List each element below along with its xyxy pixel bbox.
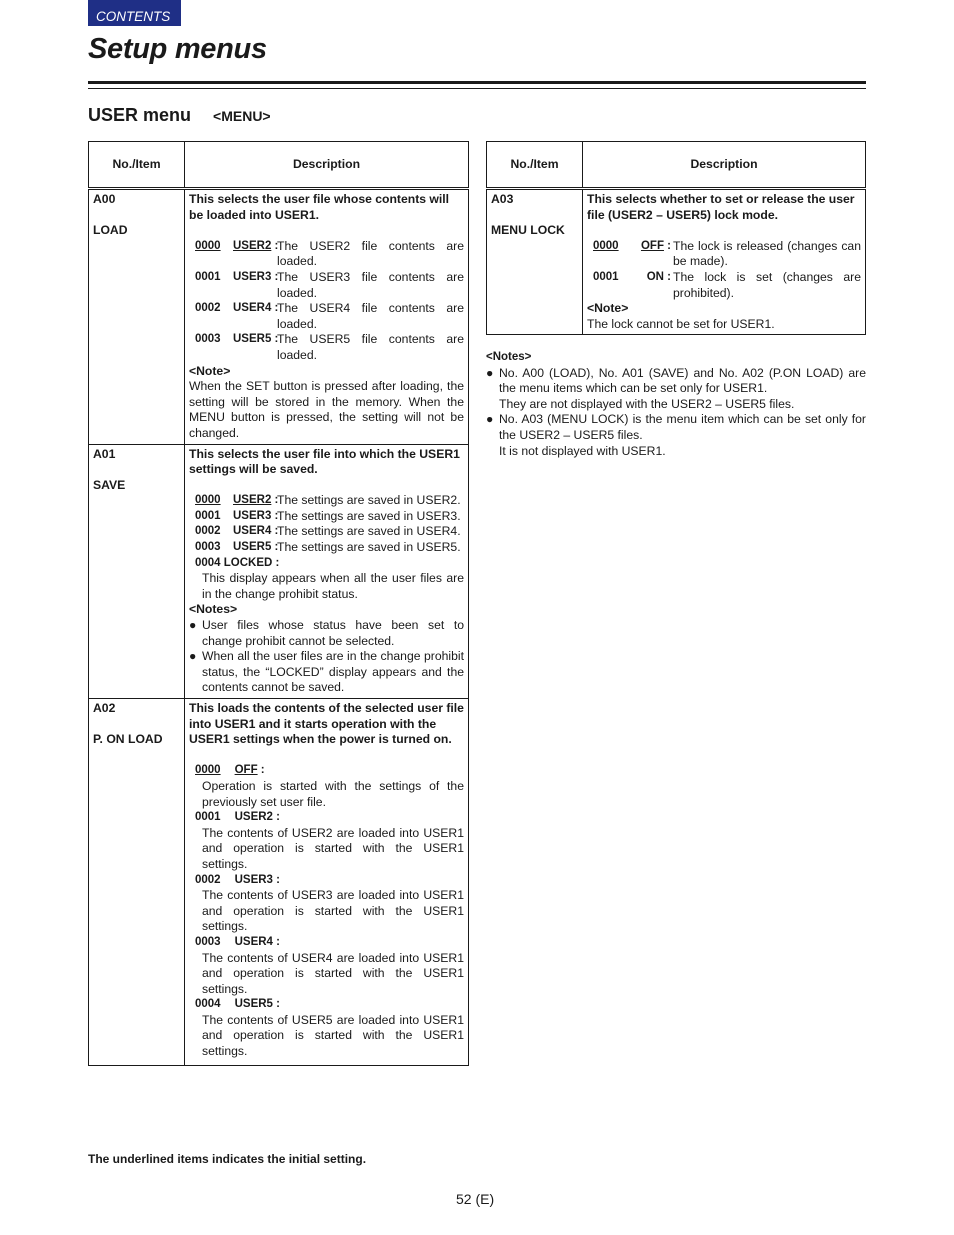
option-text: The contents of USER5 are loaded into USER1 and operation is started with the USER1 settings. [202, 1012, 464, 1059]
option-text: The lock is released (changes can be made). [673, 238, 861, 269]
table-row-a01 [89, 444, 469, 699]
option-code: 0003 [195, 541, 221, 554]
option-head: 0001 USER2 : [195, 811, 280, 824]
option-name: USER2 : [233, 494, 279, 507]
header-description: Description [185, 142, 469, 189]
note-text: The lock cannot be set for USER1. [587, 316, 775, 331]
bullet-icon: ● [486, 412, 494, 427]
menu-table-left [88, 141, 469, 1066]
no-cell [487, 189, 583, 335]
option-name: OFF : [640, 239, 671, 252]
locked-option-text: This display appears when all the user files are in the change prohibit status. [202, 571, 464, 601]
option-text: The settings are saved in USER4. [277, 524, 461, 539]
option-name: USER5 : [233, 333, 279, 346]
option-text: The USER3 file contents are loaded. [277, 269, 464, 300]
option-row [189, 493, 464, 509]
section-title [88, 105, 271, 126]
option-row [189, 332, 464, 363]
table-row-a02 [89, 699, 469, 1066]
contents-tab-link[interactable]: CONTENTS [88, 0, 181, 26]
note-text: When the SET button is pressed after loading, the setting will be stored in the memory. When the MENU button is pressed, the setting will not be changed. [189, 379, 464, 440]
section-title-text: USER menu [88, 105, 192, 125]
option-code: 0001 [195, 509, 221, 522]
option-head: 0004 USER5 : [195, 998, 280, 1011]
option-code: 0003 [195, 333, 221, 346]
option-name: USER5 : [233, 541, 279, 554]
item-lead: This selects the user file into which the USER1 settings will be saved. [189, 446, 460, 477]
option-text: The settings are saved in USER3. [277, 508, 461, 523]
no-cell [89, 444, 185, 699]
option-text: The USER4 file contents are loaded. [277, 301, 464, 331]
header-no-item: No./Item [89, 142, 185, 189]
option-row [189, 270, 464, 301]
note-item: ● No. A00 (LOAD), No. A01 (SAVE) and No. A02 (P.ON LOAD) are the menu items which can be set only for USER1. They are not displayed with the USER2 – USER5 files. [486, 365, 866, 411]
option-head: 0002 USER3 : [195, 873, 280, 886]
header-description: Description [583, 142, 866, 189]
table-header-row [89, 142, 469, 189]
option-code: 0002 [195, 302, 221, 315]
item-number: A02 [93, 701, 116, 715]
notes-label: <Notes> [189, 602, 238, 617]
menu-table-right [486, 141, 866, 335]
option-row [189, 540, 464, 556]
bullet-icon: ● [189, 618, 197, 633]
option-code: 0000 [593, 239, 619, 252]
section-subtitle: <MENU> [213, 108, 271, 124]
option-text: The USER2 file contents are loaded. [277, 238, 464, 269]
locked-option-head: 0004 LOCKED : [195, 556, 280, 569]
page-title: Setup menus [88, 33, 267, 65]
description-cell [185, 189, 469, 445]
option-head: 0000 OFF : [195, 764, 265, 777]
option-code: 0001 [195, 270, 221, 283]
option-text: The contents of USER2 are loaded into USER1 and operation is started with the USER1 settings. [202, 825, 464, 871]
note-item: ● No. A03 (MENU LOCK) is the menu item which can be set only for the USER2 – USER5 files. It is not displayed with USER1. [486, 412, 866, 458]
table-row-a00 [89, 189, 469, 445]
option-row [189, 509, 464, 525]
option-name: USER3 : [233, 509, 279, 522]
option-text: The lock is set (changes are prohibited). [673, 269, 861, 300]
option-name: USER2 : [233, 239, 279, 252]
underline-footnote: The underlined items indicates the initial setting. [88, 1152, 367, 1166]
option-code: 0000 [195, 494, 221, 507]
option-name: USER4 : [233, 302, 279, 315]
item-lead: This loads the contents of the selected user file into USER1 and it starts operation with the USER1 settings when the power is turned on. [189, 701, 464, 747]
no-cell [89, 189, 185, 445]
general-notes [486, 350, 866, 459]
note-label: <Note> [587, 301, 629, 316]
page-number: 52 (E) [456, 1191, 495, 1207]
option-text: The settings are saved in USER5. [277, 540, 461, 555]
option-text: The settings are saved in USER2. [277, 493, 461, 508]
item-lead: This selects the user file whose contents will be loaded into USER1. [189, 192, 450, 222]
item-number: A00 [93, 192, 116, 206]
note-item: ● When all the user files are in the change prohibit status, the “LOCKED” display appears and the contents cannot be saved. [189, 649, 464, 695]
table-row-a03 [487, 189, 866, 335]
option-row [587, 239, 861, 270]
bullet-icon: ● [189, 649, 197, 664]
option-row [189, 239, 464, 270]
no-cell [89, 699, 185, 1066]
header-no-item: No./Item [487, 142, 583, 189]
table-header-row [487, 142, 866, 189]
option-row [587, 270, 861, 301]
option-text: Operation is started with the settings of the previously set user file. [202, 778, 464, 809]
option-name: USER3 : [233, 270, 279, 283]
option-row [189, 301, 464, 332]
title-rule-thick [88, 81, 866, 84]
item-name: SAVE [93, 477, 126, 492]
item-number: A01 [93, 446, 116, 461]
option-text: The USER5 file contents are loaded. [277, 332, 464, 362]
item-name: MENU LOCK [491, 223, 565, 238]
option-row [189, 524, 464, 540]
option-head: 0003 USER4 : [195, 935, 280, 948]
option-code: 0001 [593, 270, 619, 283]
option-name: USER4 : [233, 525, 279, 538]
bullet-icon: ● [486, 365, 494, 380]
item-number: A03 [491, 192, 514, 206]
description-cell [583, 189, 866, 335]
option-text: The contents of USER4 are loaded into USER1 and operation is started with the USER1 settings. [202, 950, 464, 996]
note-label: <Note> [189, 363, 231, 378]
note-item: ● User files whose status have been set to change prohibit cannot be selected. [189, 618, 464, 648]
description-cell [185, 699, 469, 1066]
title-rule-thin [88, 88, 866, 89]
item-name: P. ON LOAD [93, 732, 163, 747]
notes-label: <Notes> [486, 351, 532, 363]
description-cell [185, 444, 469, 699]
option-text: The contents of USER3 are loaded into USER1 and operation is started with the USER1 settings. [202, 888, 464, 934]
option-code: 0002 [195, 525, 221, 538]
item-lead: This selects whether to set or release the user file (USER2 – USER5) lock mode. [587, 192, 855, 222]
option-name: ON : [646, 270, 671, 283]
item-name: LOAD [93, 223, 128, 238]
option-code: 0000 [195, 239, 221, 252]
